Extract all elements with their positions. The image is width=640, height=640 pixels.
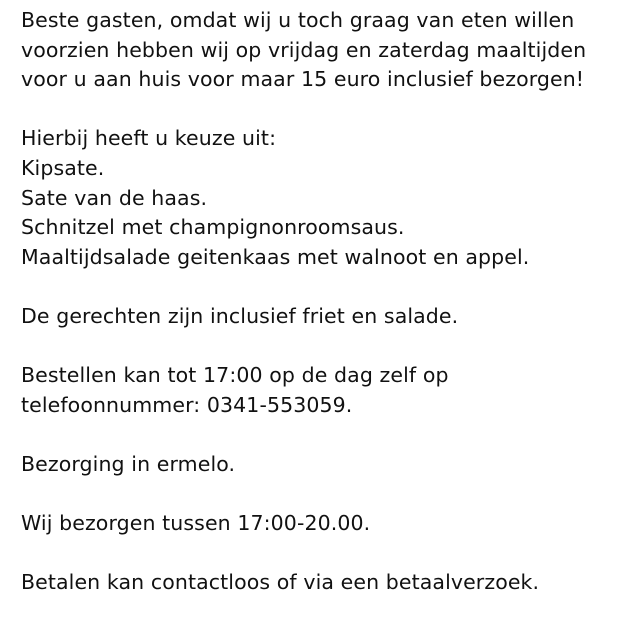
delivery-area-text: Bezorging in ermelo. xyxy=(21,451,236,476)
intro-line-3: voor u aan huis voor maar 15 euro inclusief bezorgen! xyxy=(21,67,585,92)
dish-item: Schnitzel met champignonroomsaus. xyxy=(21,215,405,240)
spacer xyxy=(21,539,630,569)
spacer xyxy=(21,480,630,510)
order-line-2: telefoonnummer: 0341-553059. xyxy=(21,392,353,417)
intro-line-1: Beste gasten, omdat wij u toch graag van eten willen xyxy=(21,8,575,32)
delivery-time-text: Wij bezorgen tussen 17:00-20.00. xyxy=(21,511,371,536)
dish-item: Kipsate. xyxy=(21,155,105,180)
spacer xyxy=(21,272,630,302)
spacer xyxy=(21,332,630,362)
choice-heading: Hierbij heeft u keuze uit: xyxy=(21,126,277,151)
dish-item: Maaltijdsalade geitenkaas met walnoot en appel. xyxy=(21,244,530,269)
intro-line-2: voorzien hebben wij op vrijdag en zaterdag maaltijden xyxy=(21,37,587,62)
dish-item: Sate van de haas. xyxy=(21,185,208,210)
payment-text: Betalen kan contactloos of via een betaalverzoek. xyxy=(21,570,540,595)
order-line-1: Bestellen kan tot 17:00 op de dag zelf op xyxy=(21,363,449,388)
spacer xyxy=(21,420,630,450)
included-text: De gerechten zijn inclusief friet en salade. xyxy=(21,303,459,328)
spacer xyxy=(21,95,630,125)
